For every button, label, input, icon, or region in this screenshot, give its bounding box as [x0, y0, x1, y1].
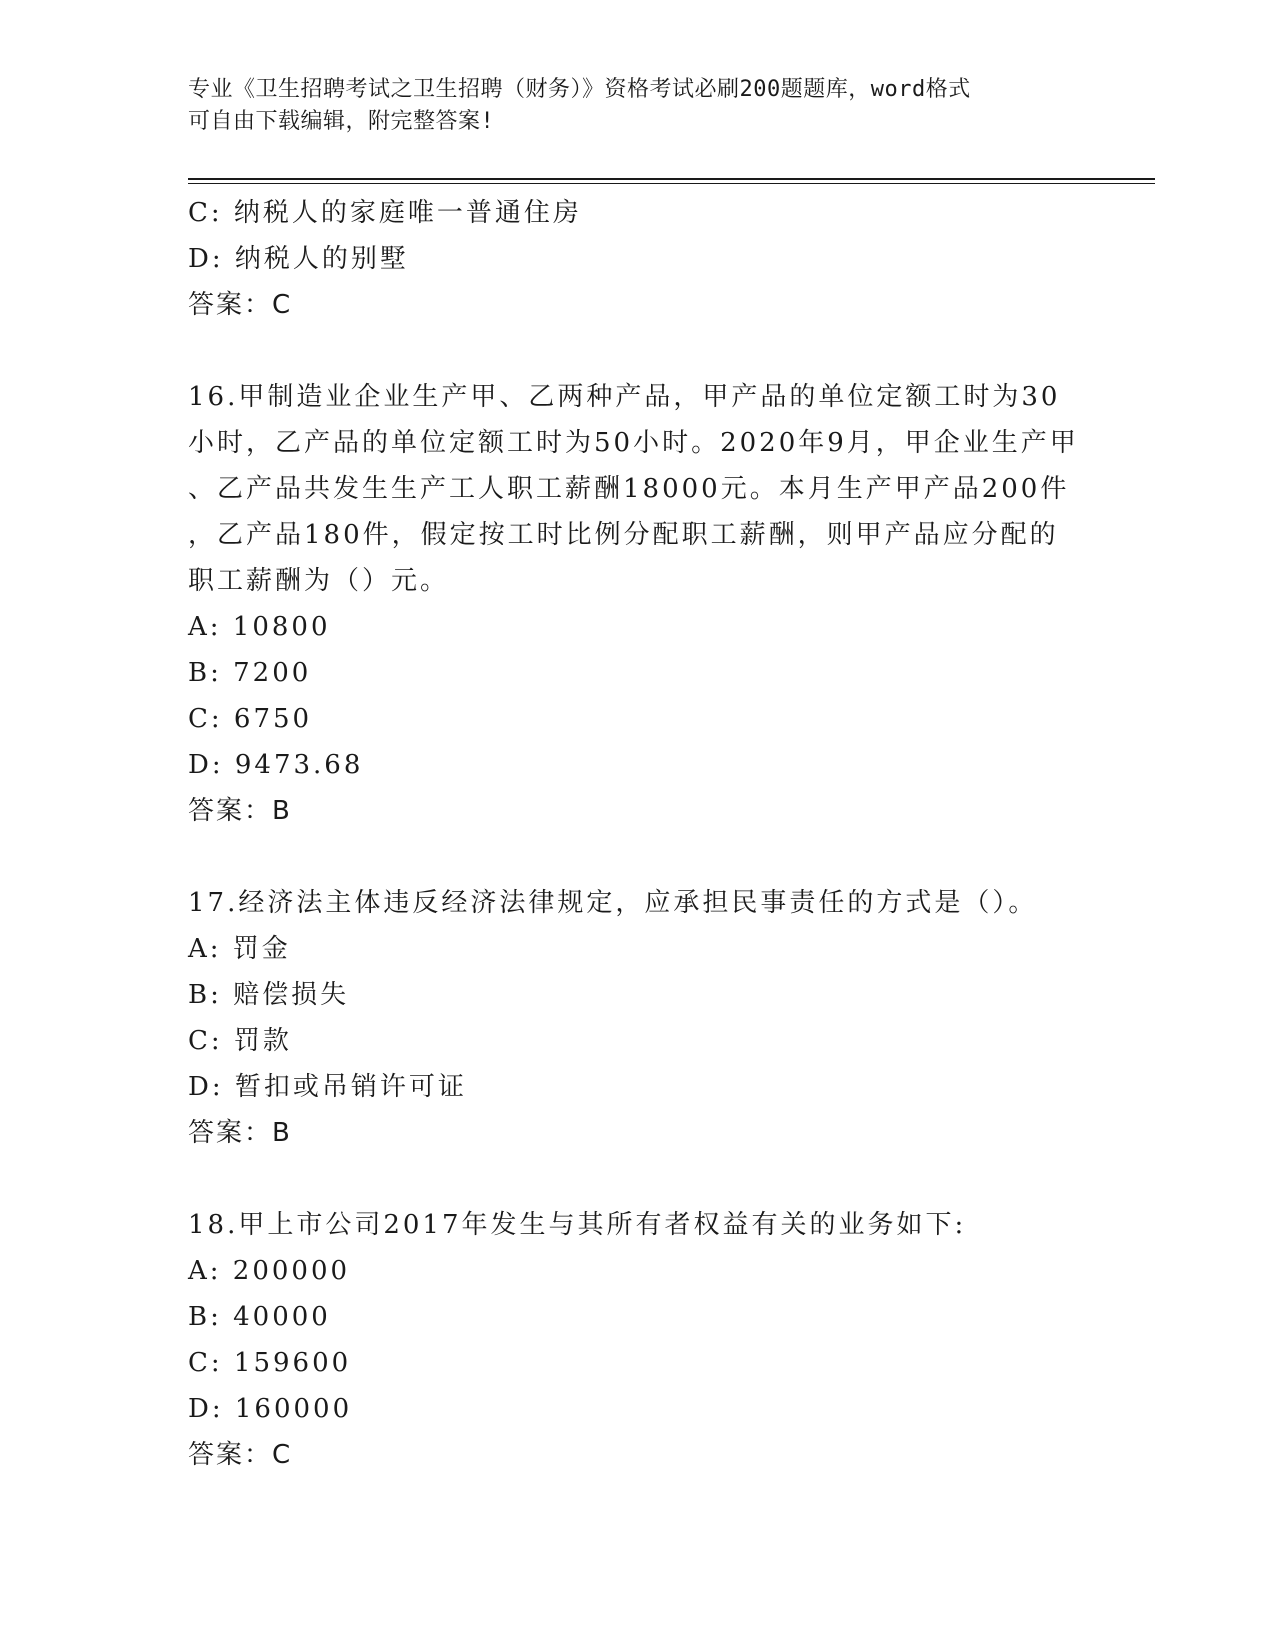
- option-a: A: 200000: [188, 1256, 351, 1286]
- answer-line: 答案：C: [188, 1440, 293, 1470]
- spacer: [188, 1156, 1088, 1202]
- question-17: [188, 880, 1088, 1156]
- option-b: B: 赔偿损失: [188, 980, 350, 1010]
- option-d: D: 9473.68: [188, 750, 364, 780]
- header-divider-thin: [188, 183, 1155, 184]
- prev-question: [188, 190, 1088, 328]
- document-header: [188, 74, 1088, 138]
- option-a: A: 10800: [188, 612, 331, 642]
- question-stem-line: ，乙产品180件，假定按工时比例分配职工薪酬，则甲产品应分配的: [188, 520, 1059, 550]
- option-c: C: 纳税人的家庭唯一普通住房: [188, 198, 582, 228]
- option-d: D: 纳税人的别墅: [188, 244, 409, 274]
- option-c: C: 159600: [188, 1348, 352, 1378]
- option-d: D: 暂扣或吊销许可证: [188, 1072, 467, 1102]
- spacer: [188, 834, 1088, 880]
- answer-line: 答案：B: [188, 796, 292, 826]
- question-18: [188, 1202, 1088, 1478]
- option-b: B: 40000: [188, 1302, 331, 1332]
- question-stem-line: 16.甲制造业企业生产甲、乙两种产品，甲产品的单位定额工时为30: [188, 382, 1061, 412]
- header-divider: [188, 178, 1155, 180]
- question-16: [188, 374, 1088, 834]
- question-stem-line: 职工薪酬为（）元。: [188, 566, 450, 596]
- option-a: A: 罚金: [188, 934, 291, 964]
- question-stem-line: 、乙产品共发生生产工人职工薪酬18000元。本月生产甲产品200件: [188, 474, 1070, 504]
- question-stem-line: 18.甲上市公司2017年发生与其所有者权益有关的业务如下:: [188, 1210, 967, 1240]
- option-c: C: 罚款: [188, 1026, 292, 1056]
- header-line-1: 专业《卫生招聘考试之卫生招聘（财务）》资格考试必刷200题题库，word格式: [188, 77, 971, 102]
- answer-line: 答案：B: [188, 1118, 292, 1148]
- option-b: B: 7200: [188, 658, 312, 688]
- spacer: [188, 328, 1088, 374]
- question-stem-line: 17.经济法主体违反经济法律规定，应承担民事责任的方式是（）。: [188, 888, 1038, 918]
- answer-line: 答案：C: [188, 290, 293, 320]
- option-d: D: 160000: [188, 1394, 353, 1424]
- document-body: [188, 190, 1088, 1478]
- question-stem-line: 小时，乙产品的单位定额工时为50小时。2020年9月，甲企业生产甲: [188, 428, 1079, 458]
- header-line-2: 可自由下载编辑，附完整答案!: [188, 109, 495, 134]
- option-c: C: 6750: [188, 704, 313, 734]
